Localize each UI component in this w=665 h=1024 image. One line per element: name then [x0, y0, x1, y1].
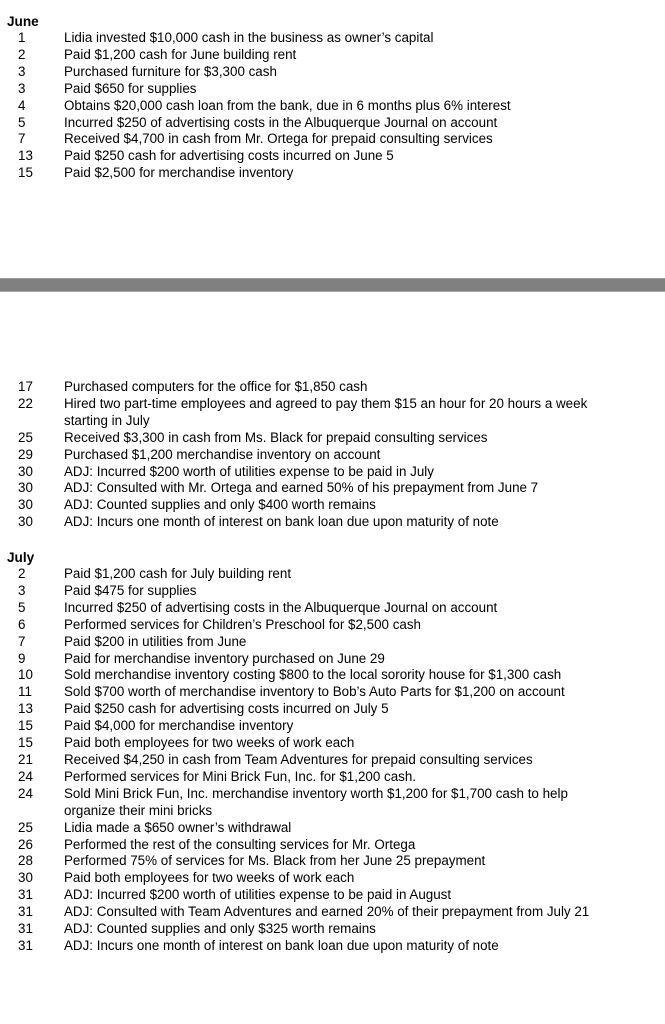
transaction-description: Received $4,700 in cash from Mr. Ortega for prepaid consulting services	[64, 131, 493, 147]
transaction-row	[0, 651, 665, 668]
transaction-day: 2	[18, 46, 26, 62]
transaction-description: Sold merchandise inventory costing $800 to the local sorority house for $1,300 cash	[64, 667, 562, 683]
transaction-row	[0, 684, 665, 701]
june-continued-transaction-list	[0, 379, 665, 531]
transaction-row	[0, 718, 665, 735]
transaction-day: 11	[18, 684, 32, 700]
transaction-description: Obtains $20,000 cash loan from the bank, due in 6 months plus 6% interest	[64, 97, 511, 113]
transaction-description: Lidia invested $10,000 cash in the business as owner’s capital	[64, 30, 434, 45]
transaction-row	[0, 853, 665, 870]
transaction-description: Sold $700 worth of merchandise inventory to Bob’s Auto Parts for $1,200 on account	[64, 684, 565, 700]
transaction-description: Performed services for Children’s Preschool for $2,500 cash	[64, 616, 422, 632]
transaction-day: 15	[18, 718, 33, 734]
transaction-day: 29	[18, 446, 33, 462]
transaction-day: 15	[18, 165, 33, 181]
transaction-description: Paid $2,500 for merchandise inventory	[64, 165, 294, 181]
transaction-description: ADJ: Counted supplies and only $325 worth remains	[64, 921, 376, 937]
transaction-row	[0, 769, 665, 786]
transaction-row	[0, 701, 665, 718]
june-section-top	[0, 13, 665, 182]
transaction-description: ADJ: Incurs one month of interest on bank loan due upon maturity of note	[64, 937, 499, 953]
transaction-description: Paid $475 for supplies	[64, 582, 197, 598]
transaction-row	[0, 447, 665, 464]
transaction-day: 15	[18, 735, 33, 751]
transaction-day: 5	[18, 114, 26, 130]
transaction-day: 13	[18, 148, 33, 164]
transaction-row	[0, 115, 665, 132]
transaction-day: 30	[18, 514, 33, 530]
transaction-row	[0, 735, 665, 752]
june-transaction-list	[0, 30, 665, 182]
transaction-row	[0, 514, 665, 531]
page-divider	[0, 278, 665, 292]
transaction-row	[0, 667, 665, 684]
transaction-day: 22	[18, 395, 33, 411]
transaction-day: 25	[18, 429, 33, 445]
transaction-description: Received $4,250 in cash from Team Adventures for prepaid consulting services	[64, 751, 533, 767]
june-section-continued	[0, 379, 665, 531]
transaction-row	[0, 617, 665, 634]
transaction-description: ADJ: Incurs one month of interest on bank loan due upon maturity of note	[64, 514, 499, 530]
transaction-day: 7	[18, 633, 26, 649]
transaction-description: Paid both employees for two weeks of work each	[64, 870, 355, 886]
transaction-description: ADJ: Counted supplies and only $400 worth remains	[64, 497, 376, 513]
july-transaction-list	[0, 566, 665, 955]
transaction-day: 2	[18, 566, 26, 581]
july-section	[0, 549, 665, 955]
transaction-description: Paid $1,200 cash for July building rent	[64, 566, 292, 581]
transaction-day: 30	[18, 480, 33, 496]
transaction-day: 3	[18, 63, 26, 79]
transaction-row	[0, 148, 665, 165]
transaction-row	[0, 47, 665, 64]
transaction-description: Performed 75% of services for Ms. Black from her June 25 prepayment	[64, 853, 486, 869]
transaction-day: 6	[18, 616, 26, 632]
transaction-description: Received $3,300 in cash from Ms. Black for prepaid consulting services	[64, 429, 488, 445]
transaction-description: Performed services for Mini Brick Fun, Inc. for $1,200 cash.	[64, 768, 417, 784]
transaction-day: 28	[18, 853, 33, 869]
transaction-row	[0, 837, 665, 854]
transaction-row	[0, 786, 665, 820]
transaction-day: 25	[18, 819, 33, 835]
transaction-day: 21	[18, 751, 33, 767]
transaction-day: 3	[18, 80, 26, 96]
transaction-row	[0, 497, 665, 514]
transaction-day: 31	[18, 904, 33, 920]
transaction-row	[0, 752, 665, 769]
transaction-row	[0, 480, 665, 497]
month-heading-june: June	[7, 14, 39, 29]
transaction-row	[0, 921, 665, 938]
transaction-row	[0, 583, 665, 600]
transaction-description: Hired two part-time employees and agreed to pay them $15 an hour for 20 hours a week starting in July	[64, 395, 588, 428]
transaction-day: 26	[18, 836, 33, 852]
transaction-day: 24	[18, 768, 33, 784]
transaction-description: Paid $650 for supplies	[64, 80, 197, 96]
transaction-description: Purchased furniture for $3,300 cash	[64, 63, 277, 79]
transaction-row	[0, 566, 665, 583]
transaction-row	[0, 98, 665, 115]
transaction-row	[0, 887, 665, 904]
month-heading-july: July	[7, 550, 35, 565]
transaction-description: Purchased computers for the office for $1,850 cash	[64, 379, 368, 394]
transaction-row	[0, 379, 665, 396]
transaction-description: Paid $200 in utilities from June	[64, 633, 247, 649]
transaction-description: ADJ: Incurred $200 worth of utilities expense to be paid in July	[64, 463, 434, 479]
transaction-description: ADJ: Consulted with Team Adventures and earned 20% of their prepayment from July 21	[64, 904, 590, 920]
transaction-row	[0, 870, 665, 887]
transaction-description: Lidia made a $650 owner’s withdrawal	[64, 819, 292, 835]
transaction-row	[0, 464, 665, 481]
transaction-row	[0, 820, 665, 837]
transaction-row	[0, 396, 665, 430]
transaction-row	[0, 64, 665, 81]
transaction-row	[0, 904, 665, 921]
transaction-description: Paid both employees for two weeks of work each	[64, 735, 355, 751]
transaction-row	[0, 430, 665, 447]
transaction-description: Incurred $250 of advertising costs in the Albuquerque Journal on account	[64, 114, 498, 130]
transaction-description: Paid $4,000 for merchandise inventory	[64, 718, 294, 734]
transaction-description: Sold Mini Brick Fun, Inc. merchandise inventory worth $1,200 for $1,700 cash to help organize their mini bricks	[64, 785, 568, 818]
transaction-row	[0, 634, 665, 651]
transaction-day: 30	[18, 463, 33, 479]
transaction-day: 30	[18, 870, 33, 886]
transaction-row	[0, 81, 665, 98]
transaction-description: Paid $250 cash for advertising costs incurred on June 5	[64, 148, 394, 164]
transaction-day: 24	[18, 785, 33, 801]
transaction-description: Purchased $1,200 merchandise inventory on account	[64, 446, 381, 462]
transaction-row	[0, 30, 665, 47]
transaction-day: 9	[18, 650, 26, 666]
transaction-description: ADJ: Consulted with Mr. Ortega and earned 50% of his prepayment from June 7	[64, 480, 539, 496]
transaction-description: Paid $1,200 cash for June building rent	[64, 46, 297, 62]
transaction-day: 10	[18, 667, 33, 683]
transaction-day: 17	[18, 379, 33, 394]
transaction-description: Performed the rest of the consulting services for Mr. Ortega	[64, 836, 416, 852]
transaction-day: 3	[18, 582, 26, 598]
transaction-day: 31	[18, 921, 33, 937]
transaction-row	[0, 938, 665, 955]
transaction-row	[0, 165, 665, 182]
transaction-description: ADJ: Incurred $200 worth of utilities expense to be paid in August	[64, 887, 452, 903]
transaction-description: Paid for merchandise inventory purchased on June 29	[64, 650, 385, 666]
transaction-description: Incurred $250 of advertising costs in the Albuquerque Journal on account	[64, 599, 498, 615]
transaction-row	[0, 600, 665, 617]
transaction-day: 1	[18, 30, 26, 45]
transaction-day: 5	[18, 599, 26, 615]
transaction-day: 30	[18, 497, 33, 513]
transaction-description: Paid $250 cash for advertising costs incurred on July 5	[64, 701, 389, 717]
transaction-day: 31	[18, 887, 33, 903]
transaction-day: 13	[18, 701, 33, 717]
transaction-day: 7	[18, 131, 26, 147]
transaction-day: 4	[18, 97, 26, 113]
transaction-row	[0, 131, 665, 148]
transaction-day: 31	[18, 937, 33, 953]
